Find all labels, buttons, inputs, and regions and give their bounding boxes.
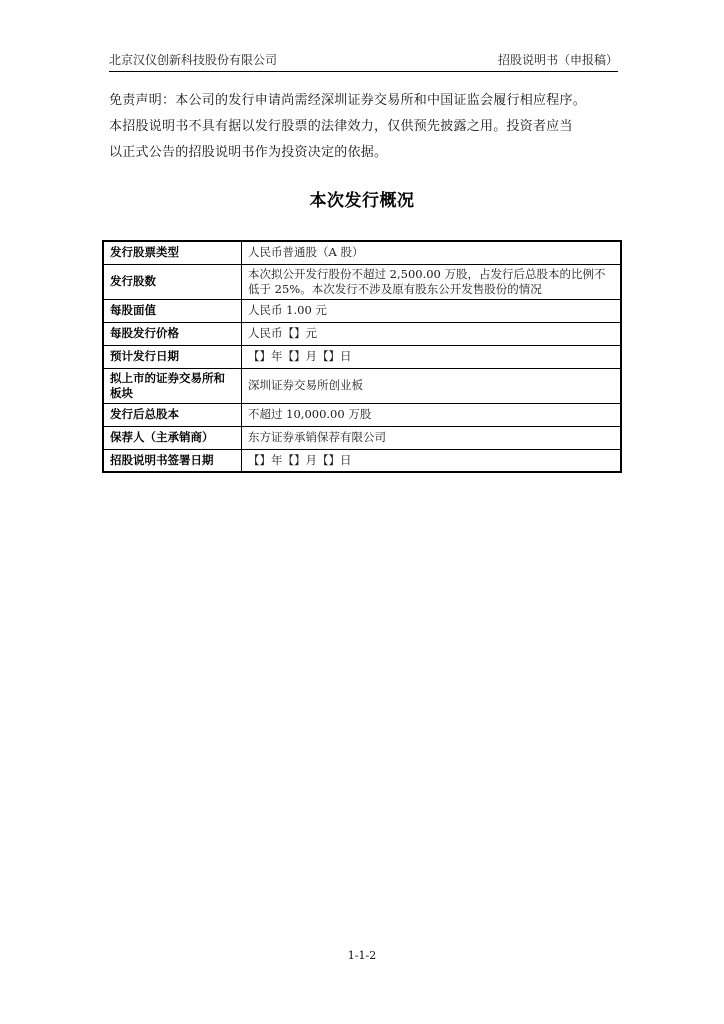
table-row xyxy=(103,426,621,449)
table-row xyxy=(103,403,621,426)
row-label: 拟上市的证券交易所和板块 xyxy=(103,368,242,403)
row-label: 每股发行价格 xyxy=(103,322,242,345)
row-label: 发行股票类型 xyxy=(103,241,242,264)
row-value: 深圳证券交易所创业板 xyxy=(242,368,622,403)
table-row xyxy=(103,299,621,322)
page-header xyxy=(109,50,618,70)
disclaimer-line: 本招股说明书不具有据以发行股票的法律效力，仅供预先披露之用。投资者应当 xyxy=(109,119,573,134)
table-row xyxy=(103,322,621,345)
page-number: 1-1-2 xyxy=(347,949,377,962)
table-row xyxy=(103,368,621,403)
section-title: 本次发行概况 xyxy=(309,191,415,211)
table-row xyxy=(103,345,621,368)
row-label: 招股说明书签署日期 xyxy=(103,449,242,472)
row-value: 人民币 1.00 元 xyxy=(242,299,622,322)
row-value: 人民币普通股（A 股） xyxy=(242,241,622,264)
row-label: 保荐人（主承销商） xyxy=(103,426,242,449)
header-company-name: 北京汉仪创新科技股份有限公司 xyxy=(109,53,278,67)
row-label: 发行股数 xyxy=(103,264,242,299)
disclaimer-line: 免责声明：本公司的发行申请尚需经深圳证券交易所和中国证监会履行相应程序。 xyxy=(109,93,587,108)
table-row xyxy=(103,264,621,299)
row-value: 东方证券承销保荐有限公司 xyxy=(242,426,622,449)
row-value: 本次拟公开发行股份不超过 2,500.00 万股，占发行后总股本的比例不低于 25%。本次发行不涉及原有股东公开发售股份的情况 xyxy=(242,264,622,299)
disclaimer-paragraph xyxy=(109,88,629,166)
row-label: 每股面值 xyxy=(103,299,242,322)
row-label: 预计发行日期 xyxy=(103,345,242,368)
row-value: 人民币【】元 xyxy=(242,322,622,345)
row-value: 不超过 10,000.00 万股 xyxy=(242,403,622,426)
header-divider xyxy=(109,71,618,72)
table-row xyxy=(103,241,621,264)
header-document-type: 招股说明书（申报稿） xyxy=(497,53,618,67)
table-row xyxy=(103,449,621,472)
disclaimer-line: 以正式公告的招股说明书作为投资决定的依据。 xyxy=(109,145,388,160)
offering-overview-table xyxy=(102,240,622,473)
row-value: 【】年【】月【】日 xyxy=(242,345,622,368)
row-label: 发行后总股本 xyxy=(103,403,242,426)
row-value: 【】年【】月【】日 xyxy=(242,449,622,472)
